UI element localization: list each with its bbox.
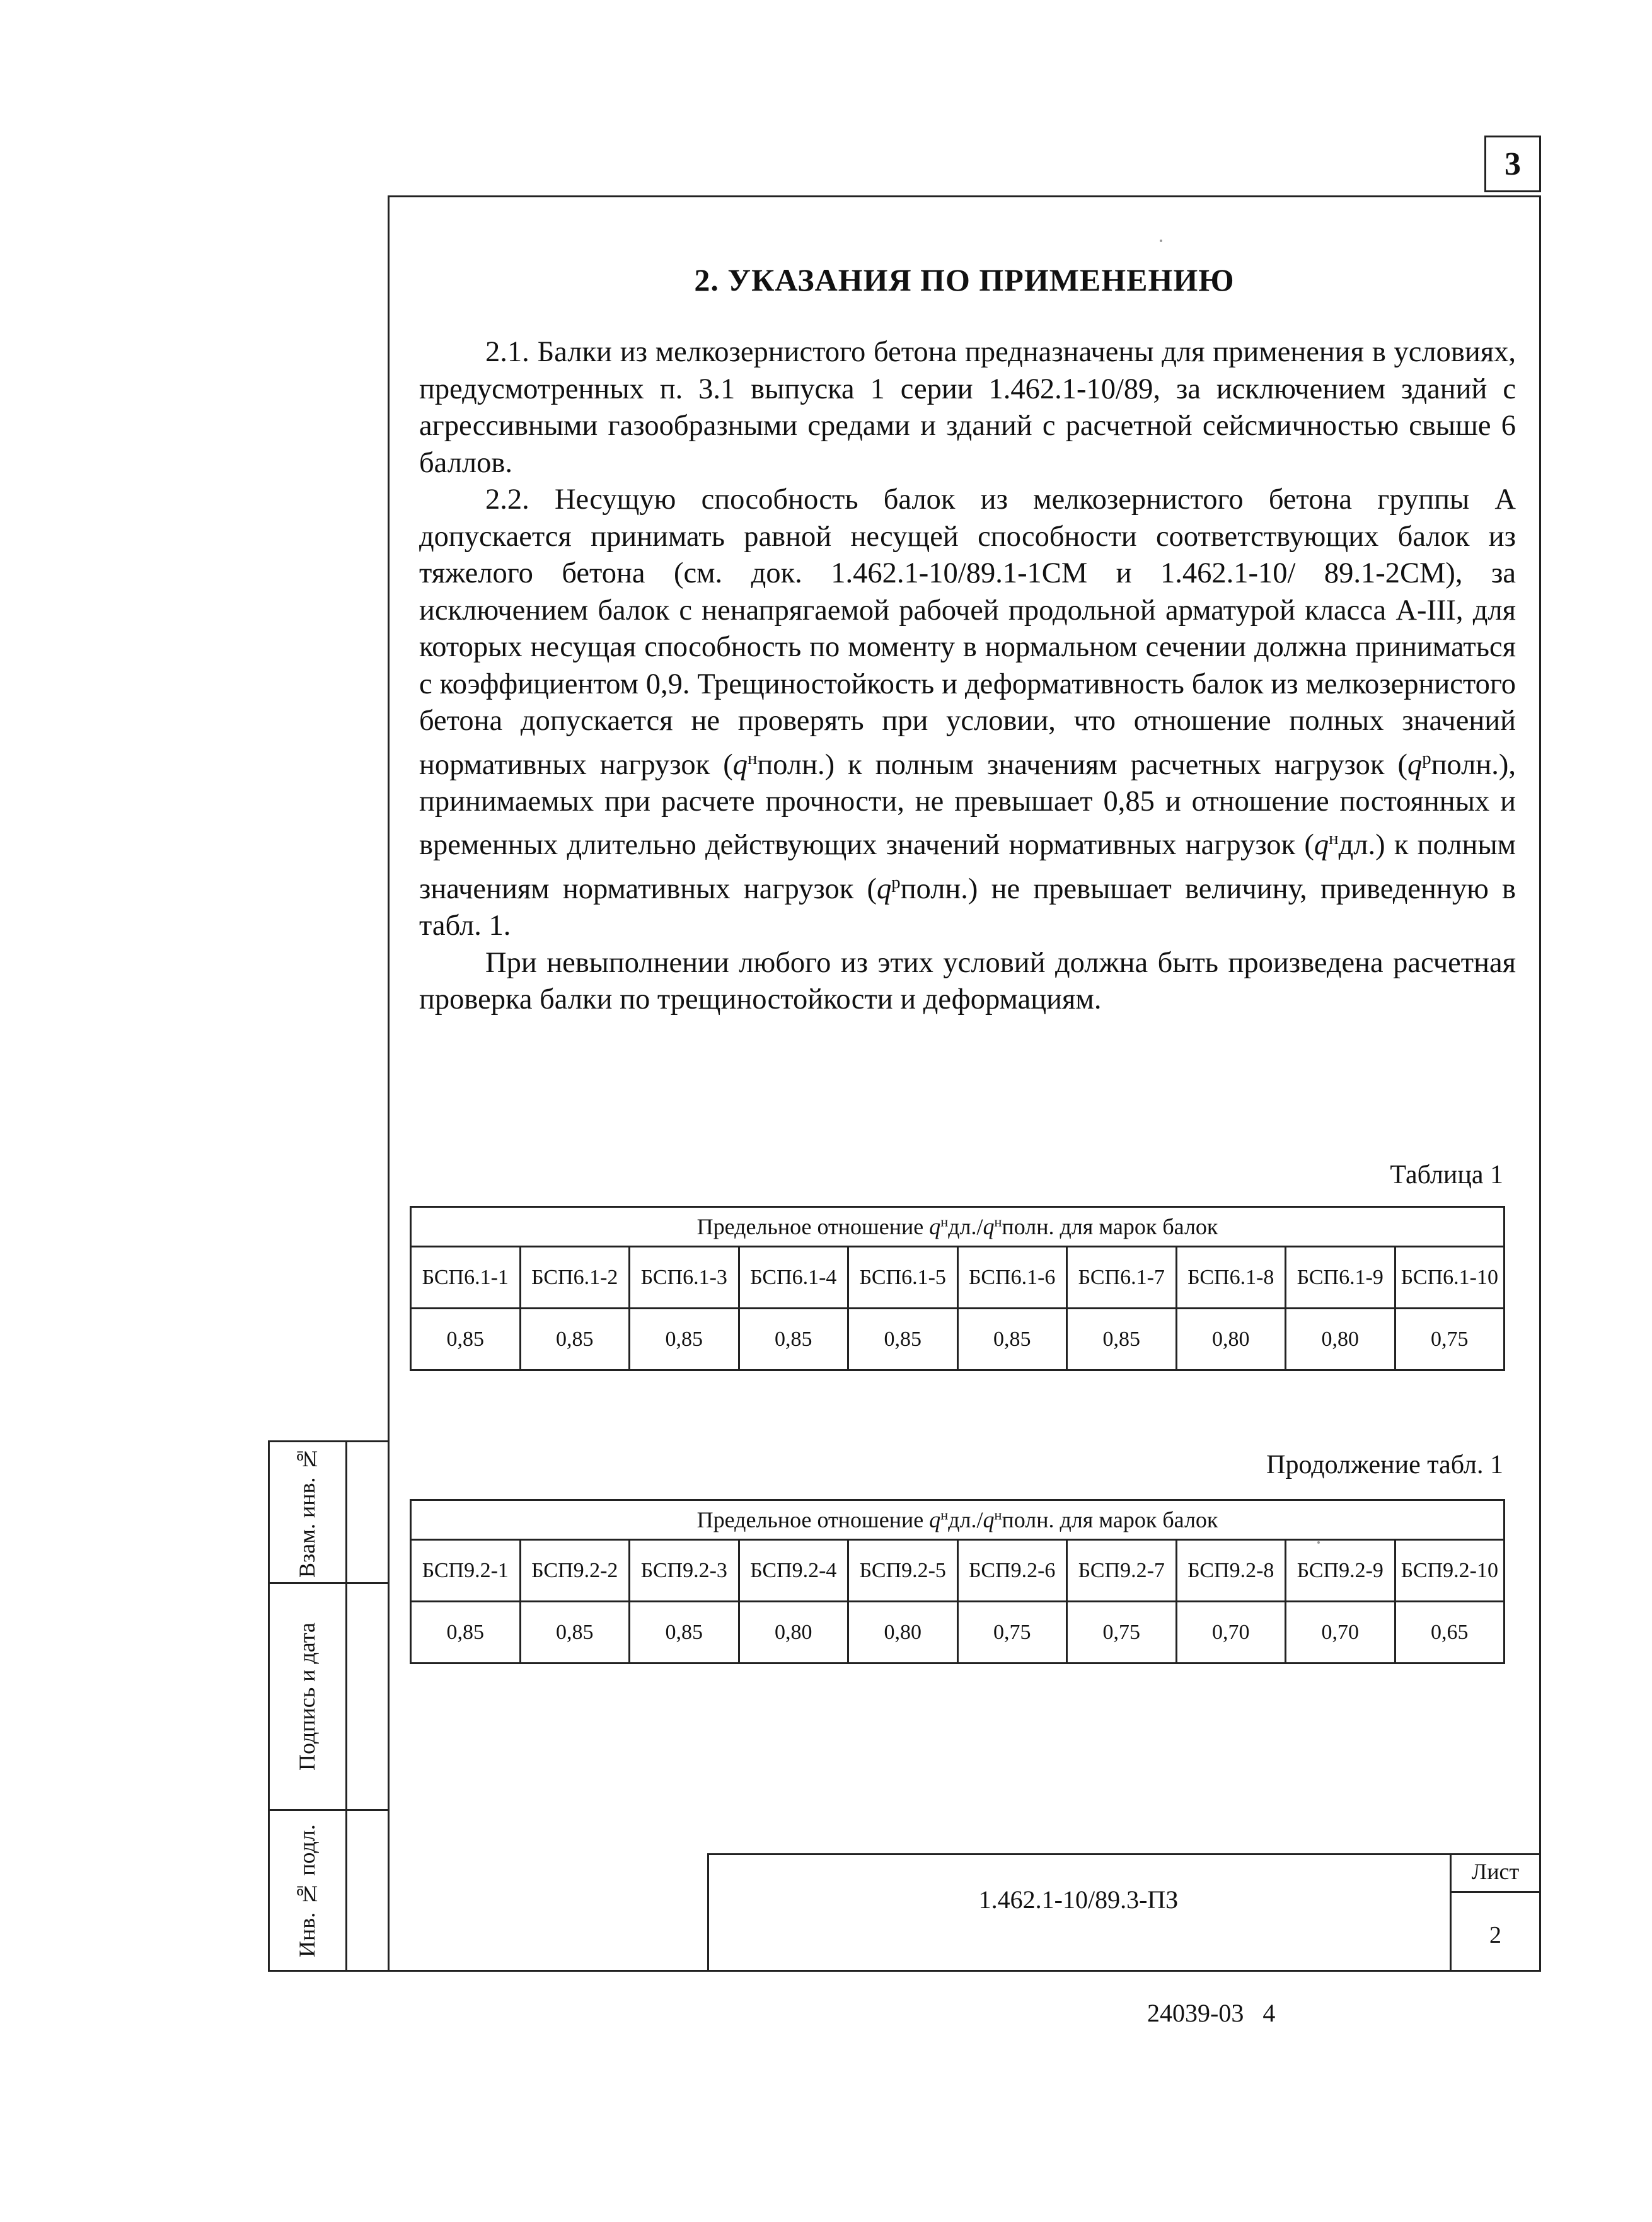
table1-value-cell: 0,85: [411, 1309, 521, 1370]
table2-mark-cell: БСП9.2-4: [739, 1540, 848, 1602]
table2-header: Предельное отношение $q^ндл./q^нполн$. для марок балок: [411, 1500, 1505, 1540]
table2-mark-cell: БСП9.2-10: [1395, 1540, 1505, 1602]
table1-value-cell: 0,75: [1395, 1309, 1505, 1370]
table1-mark-cell: БСП6.1-3: [630, 1247, 739, 1309]
table1-value-cell: 0,85: [520, 1309, 630, 1370]
table2-value-cell: 0,85: [520, 1602, 630, 1664]
table2-caption: Продолжение табл. 1: [1266, 1450, 1503, 1479]
paragraph-conclusion: При невыполнении любого из этих условий должна быть произведена расчетная проверка балки по трещиностойкости и деформациям.: [419, 946, 1516, 1016]
table1-value-cell: 0,80: [1176, 1309, 1286, 1370]
table2-mark-cell: БСП9.2-1: [411, 1540, 521, 1602]
side-stamp-row-line: [268, 1809, 390, 1811]
table1-value-cell: 0,85: [957, 1309, 1067, 1370]
title-block-divider: [1450, 1891, 1541, 1893]
table1-value-cell: 0,85: [739, 1309, 848, 1370]
table1: [410, 1206, 1505, 1371]
table1-mark-cell: БСП6.1-6: [957, 1247, 1067, 1309]
page-number: 3: [1505, 146, 1521, 182]
table2-value-cell: 0,75: [1067, 1602, 1177, 1664]
table2: [410, 1499, 1505, 1664]
table1-mark-cell: БСП6.1-4: [739, 1247, 848, 1309]
table2-value-cell: 0,70: [1286, 1602, 1395, 1664]
table2-value-cell: 0,80: [848, 1602, 958, 1664]
table1-value-cell: 0,85: [848, 1309, 958, 1370]
table2-mark-cell: БСП9.2-6: [957, 1540, 1067, 1602]
side-stamp-row-line: [268, 1582, 390, 1584]
document-code: 1.462.1-10/89.3-ПЗ: [978, 1885, 1179, 1914]
table1-mark-cell: БСП6.1-1: [411, 1247, 521, 1309]
table1-mark-cell: БСП6.1-10: [1395, 1247, 1505, 1309]
table2-mark-cell: БСП9.2-7: [1067, 1540, 1177, 1602]
body-text: [419, 334, 1516, 1019]
table2-mark-cell: БСП9.2-8: [1176, 1540, 1286, 1602]
table1-mark-cell: БСП6.1-5: [848, 1247, 958, 1309]
scan-speck: [1160, 240, 1162, 242]
table2-mark-cell: БСП9.2-9: [1286, 1540, 1395, 1602]
table2-mark-cell: БСП9.2-3: [630, 1540, 739, 1602]
page-number-box: [1484, 136, 1541, 192]
table1-mark-cell: БСП6.1-9: [1286, 1247, 1395, 1309]
table1-value-cell: 0,80: [1286, 1309, 1395, 1370]
table2-value-cell: 0,85: [411, 1602, 521, 1664]
paragraph-2-2: 2.2. Несущую способность балок из мелкозернистого бетона группы А допускается принимать равной несущей способности соответствующих балок из тяжелого бетона (см. док. 1.462.1-10/89.1-1СМ и 1.462.1-10/ 89.1-2СМ), за исключением балок с ненапрягаемой рабочей продольной арматурой класса А-III, для которых несущая способность по моменту в нормальном сечении должна приниматься с коэффициентом 0,9. Трещиностойкость и деформативность балок из мелкозернистого бетона допускается не проверять при условии, что отношение полных значений нормативных нагрузок $(q^нполн.)$ к полным значениям расчетных нагрузок $(q^рполн.)$, принимаемых при расчете прочности, не превышает 0,85 и отношение постоянных и временных длительно действующих значений нормативных нагрузок $(q^ндл.)$ к полным значениям нормативных нагрузок $(q^рполн.)$ не превышает величину, приведенную в табл. 1.: [419, 483, 1516, 942]
sheet-label: Лист: [1471, 1859, 1520, 1884]
stamp-label-podpis: Подпись и дата: [294, 1623, 320, 1771]
side-stamp-divider: [345, 1440, 347, 1972]
paragraph-2-1: 2.1. Балки из мелкозернистого бетона предназначены для применения в условиях, предусмотренных п. 3.1 выпуска 1 серии 1.462.1-10/89, за исключением зданий с агрессивными газообразными средами и зданий с расчетной сейсмичностью свыше 6 баллов.: [419, 336, 1516, 479]
archive-code: 24039-03 4: [1147, 1999, 1276, 2027]
table2-mark-cell: БСП9.2-5: [848, 1540, 958, 1602]
table1-header: Предельное отношение $q^ндл./q^нполн$. для марок балок: [411, 1207, 1505, 1247]
section-heading: 2. УКАЗАНИЯ ПО ПРИМЕНЕНИЮ: [694, 262, 1235, 298]
table2-value-cell: 0,85: [630, 1602, 739, 1664]
stamp-label-inv: Инв. № подл.: [294, 1824, 320, 1958]
stamp-label-vzam: Взам. инв. №: [294, 1446, 320, 1578]
table2-value-cell: 0,75: [957, 1602, 1067, 1664]
table1-mark-cell: БСП6.1-2: [520, 1247, 630, 1309]
table2-value-cell: 0,70: [1176, 1602, 1286, 1664]
table1-mark-cell: БСП6.1-8: [1176, 1247, 1286, 1309]
table2-value-cell: 0,65: [1395, 1602, 1505, 1664]
table1-caption: Таблица 1: [1390, 1160, 1503, 1189]
scan-speck: [1317, 1541, 1320, 1544]
table2-mark-cell: БСП9.2-2: [520, 1540, 630, 1602]
table1-mark-cell: БСП6.1-7: [1067, 1247, 1177, 1309]
sheet-number: 2: [1489, 1922, 1501, 1948]
table1-value-cell: 0,85: [630, 1309, 739, 1370]
table1-value-cell: 0,85: [1067, 1309, 1177, 1370]
table2-value-cell: 0,80: [739, 1602, 848, 1664]
